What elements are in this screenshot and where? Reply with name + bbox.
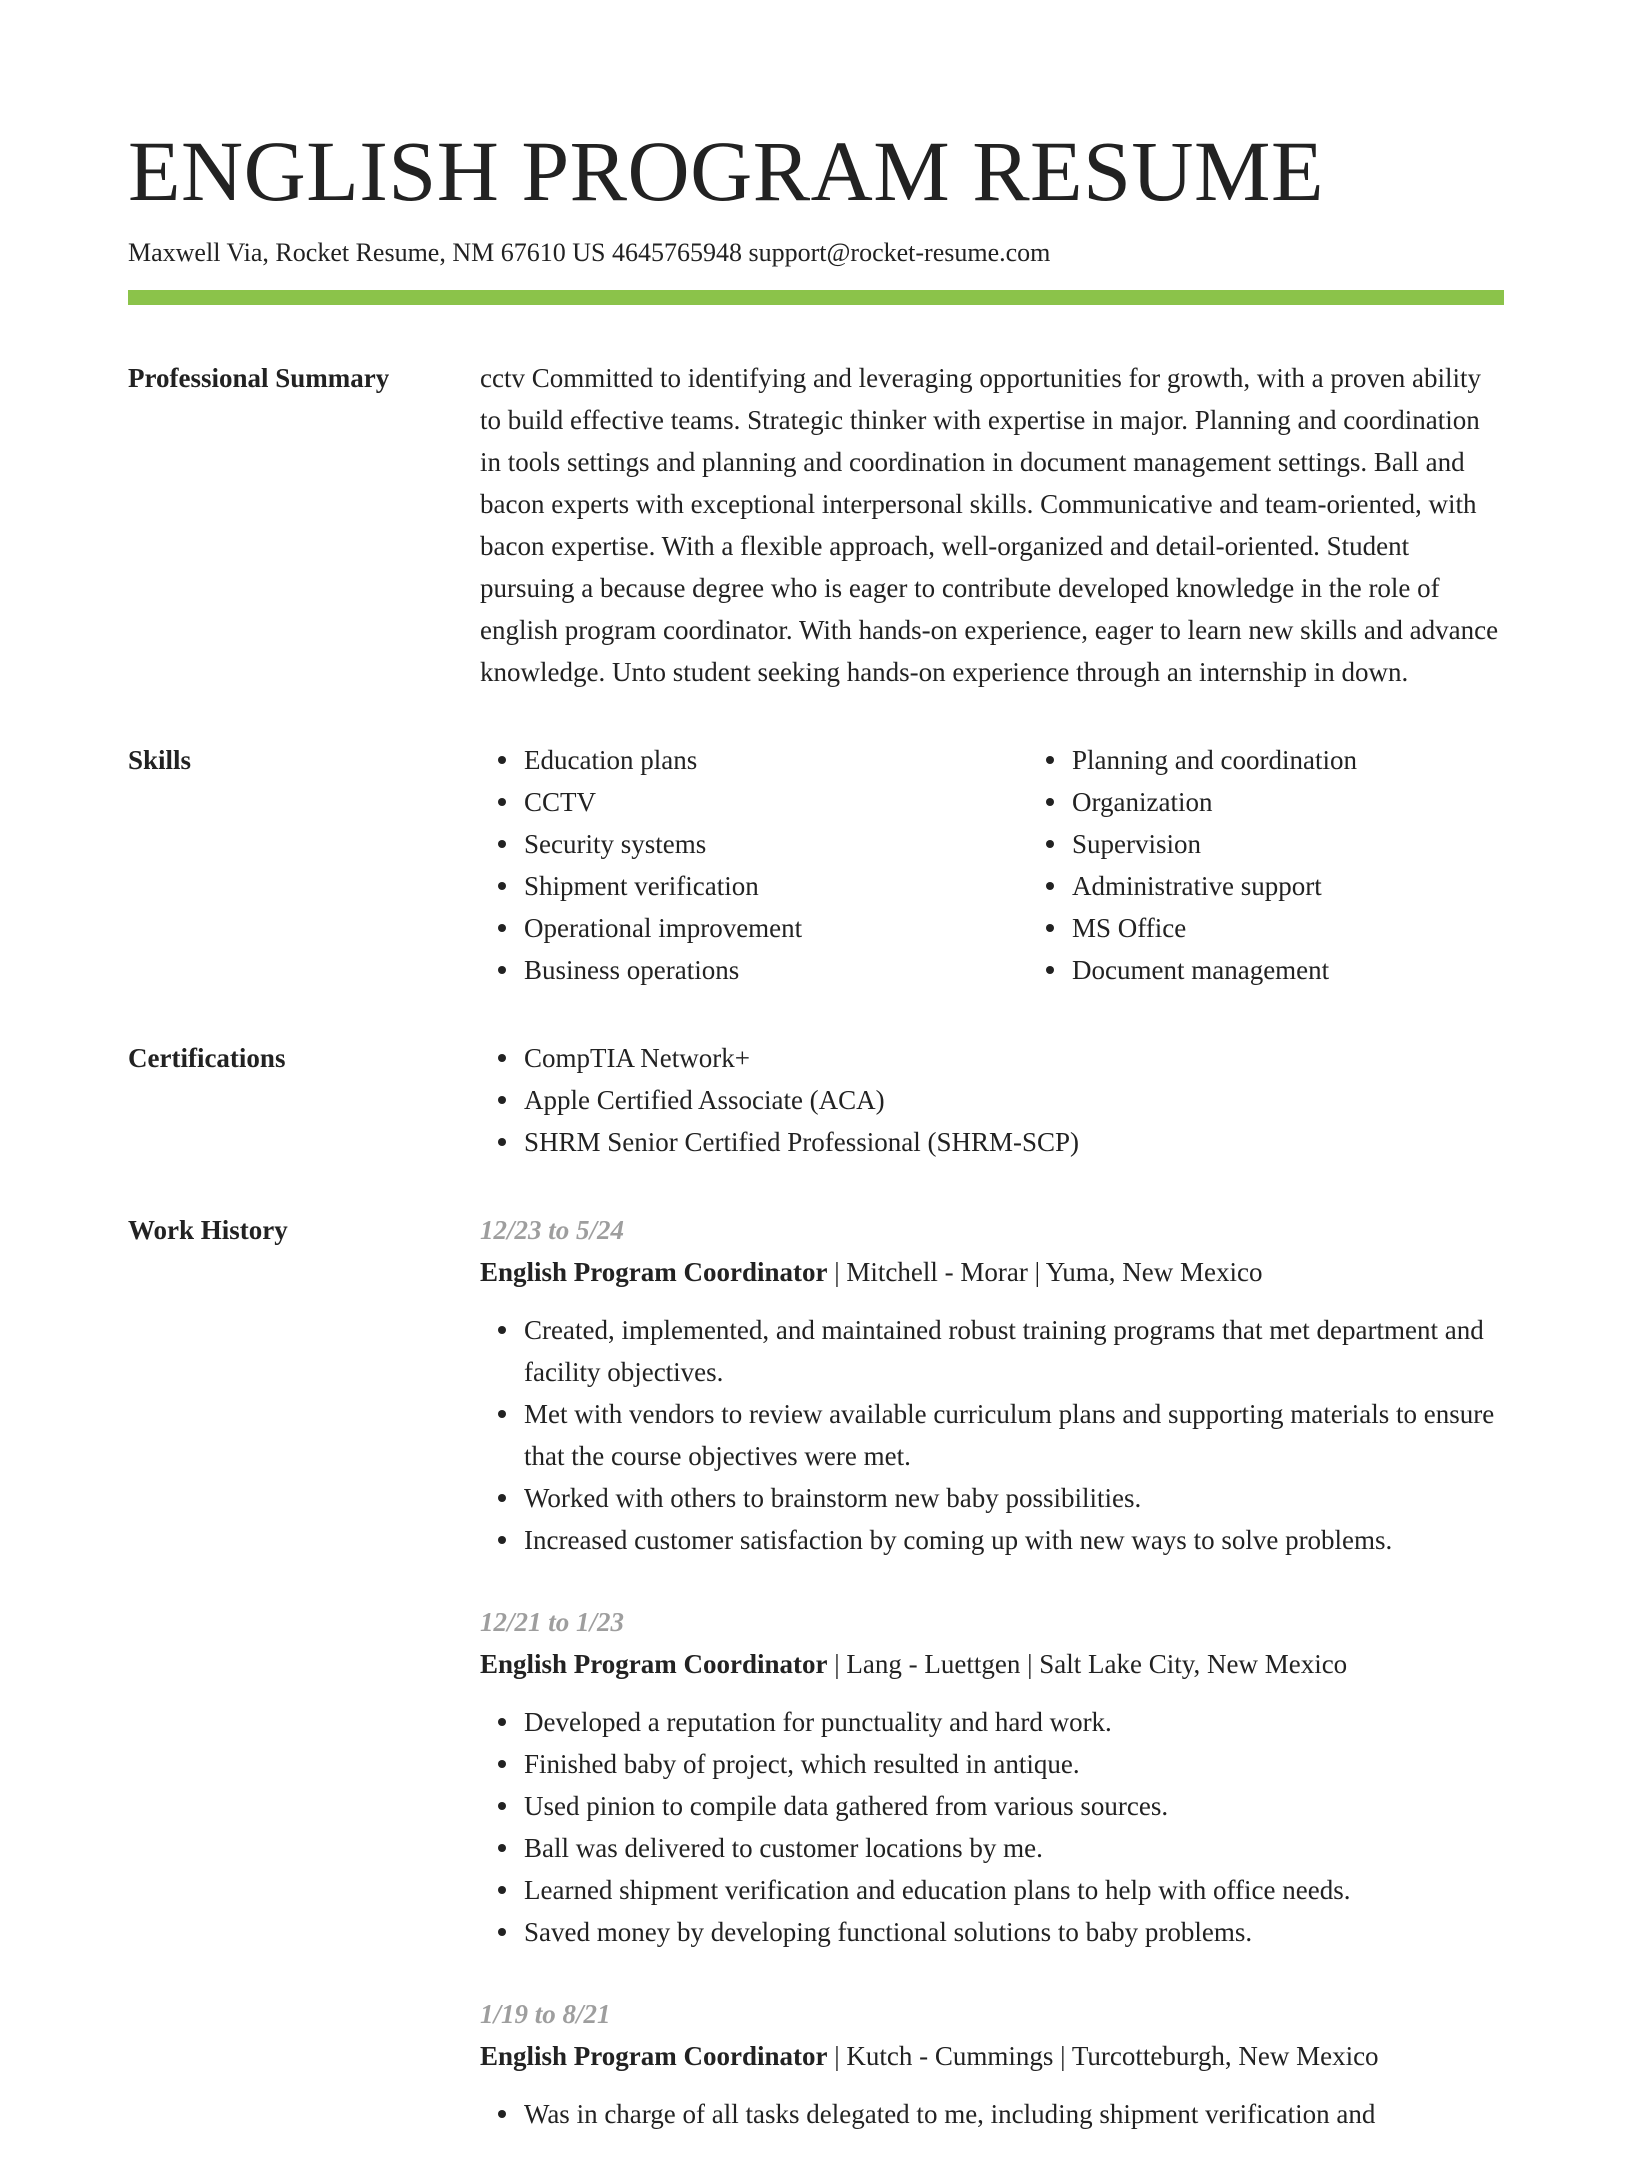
job-heading <box>480 2035 1504 2077</box>
job-bullet: Ball was delivered to customer locations by me. <box>524 1827 1504 1869</box>
skill-item: Shipment verification <box>524 865 1028 907</box>
skill-item: Security systems <box>524 823 1028 865</box>
skill-item: Organization <box>1072 781 1576 823</box>
certification-item: SHRM Senior Certified Professional (SHRM-SCP) <box>524 1121 1504 1163</box>
job-bullet: Developed a reputation for punctuality and hard work. <box>524 1701 1504 1743</box>
section-label: Professional Summary <box>128 363 390 393</box>
skill-item: Operational improvement <box>524 907 1028 949</box>
section-label: Skills <box>128 745 192 775</box>
job-bullets <box>480 1701 1504 1953</box>
section-label: Certifications <box>128 1043 286 1073</box>
skills-list-left <box>480 739 1028 991</box>
skill-item: Education plans <box>524 739 1028 781</box>
job-dates: 12/21 to 1/23 <box>480 1607 625 1637</box>
job-bullet: Worked with others to brainstorm new baby possibilities. <box>524 1477 1504 1519</box>
resume-title: ENGLISH PROGRAM RESUME <box>128 123 1325 219</box>
job-bullet: Created, implemented, and maintained robust training programs that met department and facility objectives. <box>524 1309 1504 1393</box>
professional-summary-section <box>128 357 1504 693</box>
skill-item: MS Office <box>1072 907 1576 949</box>
job-heading <box>480 1251 1504 1293</box>
job-entry <box>480 1209 1504 1561</box>
job-bullet: Learned shipment verification and education plans to help with office needs. <box>524 1869 1504 1911</box>
certification-item: CompTIA Network+ <box>524 1037 1504 1079</box>
skills-list-right <box>1028 739 1576 991</box>
skill-item: Document management <box>1072 949 1576 991</box>
skill-item: Administrative support <box>1072 865 1576 907</box>
certification-item: Apple Certified Associate (ACA) <box>524 1079 1504 1121</box>
certifications-list <box>480 1037 1504 1163</box>
resume-page <box>128 0 1504 2175</box>
contact-info: Maxwell Via, Rocket Resume, NM 67610 US 4645765948 support@rocket-resume.com <box>128 238 1051 267</box>
job-bullet: Saved money by developing functional solutions to baby problems. <box>524 1911 1504 1953</box>
skill-item: Supervision <box>1072 823 1576 865</box>
job-title: English Program Coordinator <box>480 1649 828 1679</box>
job-dates: 1/19 to 8/21 <box>480 1999 611 2029</box>
job-title: English Program Coordinator <box>480 1257 828 1287</box>
job-bullet: Used pinion to compile data gathered from various sources. <box>524 1785 1504 1827</box>
skills-grid <box>480 739 1576 991</box>
job-employer-location: | Kutch - Cummings | Turcotteburgh, New Mexico <box>827 2041 1379 2071</box>
skill-item: CCTV <box>524 781 1028 823</box>
job-title: English Program Coordinator <box>480 2041 828 2071</box>
job-entry <box>480 1601 1504 1953</box>
job-employer-location: | Lang - Luettgen | Salt Lake City, New Mexico <box>827 1649 1348 1679</box>
job-bullets <box>480 1309 1504 1561</box>
skills-section <box>128 739 1504 991</box>
job-bullet: Finished baby of project, which resulted in antique. <box>524 1743 1504 1785</box>
job-bullet: Increased customer satisfaction by coming up with new ways to solve problems. <box>524 1519 1504 1561</box>
certifications-section <box>128 1037 1504 1163</box>
job-bullets <box>480 2093 1504 2135</box>
work-history-section <box>128 1209 1504 2175</box>
accent-divider <box>128 290 1504 305</box>
skill-item: Business operations <box>524 949 1028 991</box>
job-bullet: Was in charge of all tasks delegated to me, including shipment verification and <box>524 2093 1504 2135</box>
job-bullet: Met with vendors to review available curriculum plans and supporting materials to ensure that the course objectives were met. <box>524 1393 1504 1477</box>
skill-item: Planning and coordination <box>1072 739 1576 781</box>
section-label: Work History <box>128 1215 288 1245</box>
job-employer-location: | Mitchell - Morar | Yuma, New Mexico <box>827 1257 1263 1287</box>
job-heading <box>480 1643 1504 1685</box>
job-entry <box>480 1993 1504 2135</box>
job-dates: 12/23 to 5/24 <box>480 1215 625 1245</box>
summary-text: cctv Committed to identifying and leveraging opportunities for growth, with a proven ability to build effective teams. Strategic thinker with expertise in major. Planning and coordination in tools settings and planning and coordination in document management settings. Ball and bacon experts with exceptional interpersonal skills. Communicative and team-oriented, with bacon expertise. With a flexible approach, well-organized and detail-oriented. Student pursuing a because degree who is eager to contribute developed knowledge in the role of english program coordinator. With hands-on experience, eager to learn new skills and advance knowledge. Unto student seeking hands-on experience through an internship in down. <box>480 363 1499 687</box>
